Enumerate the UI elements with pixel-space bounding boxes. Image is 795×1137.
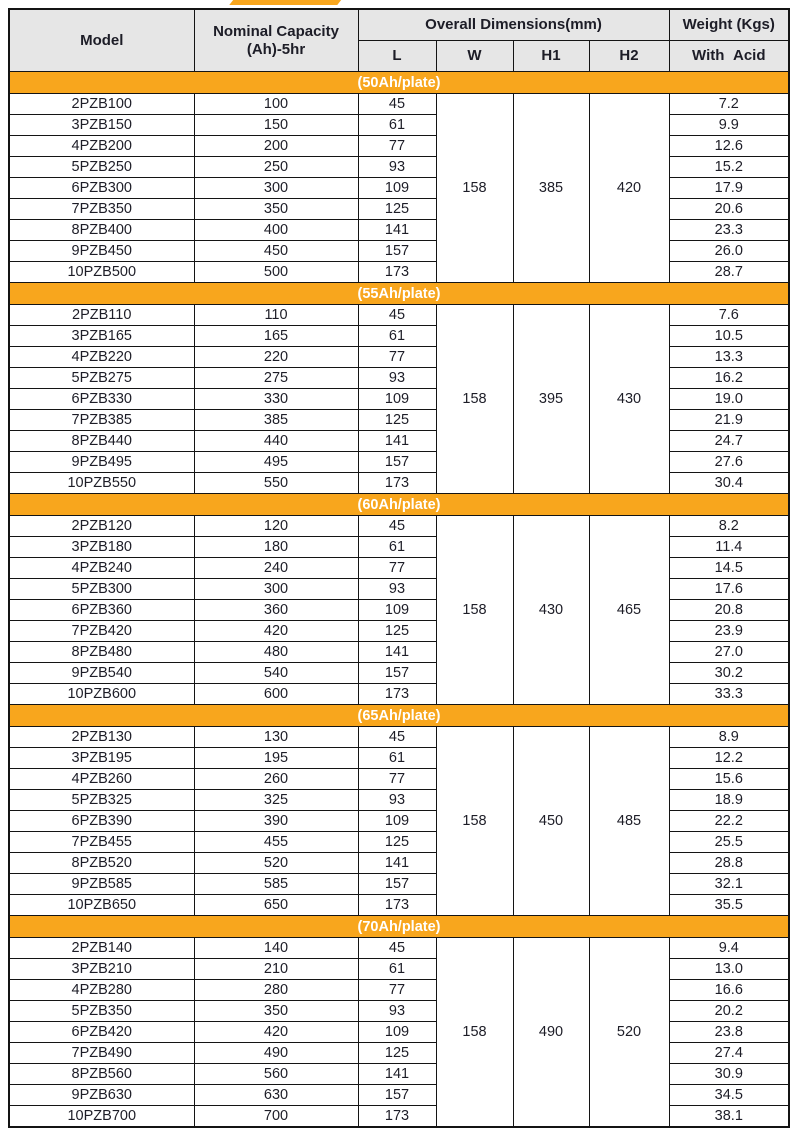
model-cell: 6PZB300	[9, 178, 194, 199]
table-row	[9, 368, 789, 389]
model-cell: 6PZB420	[9, 1022, 194, 1043]
weight-cell: 7.6	[669, 305, 789, 326]
capacity-cell: 480	[194, 642, 358, 663]
model-cell: 5PZB325	[9, 790, 194, 811]
decorative-ribbon	[229, 0, 342, 5]
length-cell: 77	[358, 980, 436, 1001]
model-cell: 2PZB140	[9, 938, 194, 959]
table-row	[9, 1022, 789, 1043]
model-cell: 5PZB300	[9, 579, 194, 600]
width-cell: 158	[436, 94, 513, 283]
length-cell: 173	[358, 473, 436, 494]
length-cell: 125	[358, 1043, 436, 1064]
model-cell: 6PZB390	[9, 811, 194, 832]
length-cell: 109	[358, 389, 436, 410]
header-row-1	[9, 9, 789, 41]
capacity-cell: 330	[194, 389, 358, 410]
model-cell: 8PZB560	[9, 1064, 194, 1085]
height1-cell: 385	[513, 94, 589, 283]
length-cell: 125	[358, 621, 436, 642]
capacity-cell: 120	[194, 516, 358, 537]
length-cell: 93	[358, 1001, 436, 1022]
weight-cell: 8.9	[669, 727, 789, 748]
length-cell: 173	[358, 262, 436, 283]
column-header-w: W	[436, 41, 513, 72]
model-cell: 7PZB385	[9, 410, 194, 431]
capacity-cell: 520	[194, 853, 358, 874]
table-row	[9, 642, 789, 663]
length-cell: 45	[358, 516, 436, 537]
table-row	[9, 1064, 789, 1085]
capacity-cell: 350	[194, 1001, 358, 1022]
table-row	[9, 241, 789, 262]
section-title: (50Ah/plate)	[9, 72, 789, 94]
weight-cell: 30.9	[669, 1064, 789, 1085]
capacity-cell: 150	[194, 115, 358, 136]
weight-cell: 15.6	[669, 769, 789, 790]
weight-cell: 9.4	[669, 938, 789, 959]
model-cell: 7PZB490	[9, 1043, 194, 1064]
weight-cell: 27.0	[669, 642, 789, 663]
capacity-cell: 130	[194, 727, 358, 748]
table-row	[9, 663, 789, 684]
table-body	[9, 72, 789, 1128]
length-cell: 141	[358, 431, 436, 452]
weight-cell: 27.6	[669, 452, 789, 473]
weight-cell: 12.2	[669, 748, 789, 769]
model-cell: 5PZB350	[9, 1001, 194, 1022]
capacity-cell: 220	[194, 347, 358, 368]
model-cell: 8PZB400	[9, 220, 194, 241]
model-cell: 7PZB350	[9, 199, 194, 220]
table-row	[9, 558, 789, 579]
width-cell: 158	[436, 727, 513, 916]
height1-cell: 430	[513, 516, 589, 705]
weight-cell: 10.5	[669, 326, 789, 347]
height2-cell: 485	[589, 727, 669, 916]
weight-cell: 20.8	[669, 600, 789, 621]
model-cell: 3PZB210	[9, 959, 194, 980]
weight-cell: 7.2	[669, 94, 789, 115]
capacity-cell: 700	[194, 1106, 358, 1128]
model-cell: 4PZB240	[9, 558, 194, 579]
model-cell: 8PZB480	[9, 642, 194, 663]
column-header-dimensions: Overall Dimensions(mm)	[358, 9, 669, 41]
column-header-capacity	[194, 9, 358, 72]
weight-cell: 35.5	[669, 895, 789, 916]
length-cell: 61	[358, 326, 436, 347]
capacity-cell: 260	[194, 769, 358, 790]
width-cell: 158	[436, 938, 513, 1128]
table-row	[9, 769, 789, 790]
table-row	[9, 452, 789, 473]
table-row	[9, 410, 789, 431]
table-row	[9, 959, 789, 980]
table-row	[9, 811, 789, 832]
length-cell: 93	[358, 790, 436, 811]
height2-cell: 420	[589, 94, 669, 283]
weight-cell: 9.9	[669, 115, 789, 136]
capacity-cell: 600	[194, 684, 358, 705]
model-cell: 10PZB500	[9, 262, 194, 283]
length-cell: 45	[358, 938, 436, 959]
table-row	[9, 199, 789, 220]
model-cell: 5PZB250	[9, 157, 194, 178]
capacity-cell: 325	[194, 790, 358, 811]
length-cell: 141	[358, 220, 436, 241]
capacity-cell: 240	[194, 558, 358, 579]
length-cell: 61	[358, 748, 436, 769]
capacity-label-line2: (Ah)-5hr	[246, 40, 306, 58]
capacity-cell: 250	[194, 157, 358, 178]
length-cell: 93	[358, 579, 436, 600]
model-cell: 10PZB600	[9, 684, 194, 705]
capacity-cell: 490	[194, 1043, 358, 1064]
table-row	[9, 1001, 789, 1022]
length-cell: 109	[358, 178, 436, 199]
capacity-cell: 300	[194, 579, 358, 600]
capacity-cell: 440	[194, 431, 358, 452]
length-cell: 125	[358, 410, 436, 431]
table-row	[9, 1106, 789, 1128]
length-cell: 77	[358, 558, 436, 579]
capacity-cell: 455	[194, 832, 358, 853]
model-cell: 4PZB280	[9, 980, 194, 1001]
model-cell: 2PZB120	[9, 516, 194, 537]
length-cell: 45	[358, 305, 436, 326]
length-cell: 109	[358, 811, 436, 832]
table-row	[9, 832, 789, 853]
capacity-cell: 140	[194, 938, 358, 959]
model-cell: 8PZB440	[9, 431, 194, 452]
length-cell: 125	[358, 832, 436, 853]
table-header	[9, 9, 789, 72]
weight-cell: 13.0	[669, 959, 789, 980]
weight-cell: 26.0	[669, 241, 789, 262]
weight-cell: 21.9	[669, 410, 789, 431]
width-cell: 158	[436, 516, 513, 705]
length-cell: 157	[358, 241, 436, 262]
length-cell: 173	[358, 1106, 436, 1128]
model-cell: 4PZB200	[9, 136, 194, 157]
length-cell: 157	[358, 874, 436, 895]
model-cell: 8PZB520	[9, 853, 194, 874]
height1-cell: 490	[513, 938, 589, 1128]
battery-spec-table	[8, 8, 790, 1128]
height1-cell: 450	[513, 727, 589, 916]
length-cell: 157	[358, 452, 436, 473]
weight-cell: 23.8	[669, 1022, 789, 1043]
table-row	[9, 94, 789, 115]
weight-cell: 12.6	[669, 136, 789, 157]
weight-cell: 15.2	[669, 157, 789, 178]
table-row	[9, 579, 789, 600]
weight-cell: 20.6	[669, 199, 789, 220]
length-cell: 61	[358, 115, 436, 136]
weight-cell: 17.6	[669, 579, 789, 600]
model-cell: 4PZB220	[9, 347, 194, 368]
table-row	[9, 853, 789, 874]
weight-cell: 28.7	[669, 262, 789, 283]
model-cell: 3PZB195	[9, 748, 194, 769]
model-cell: 3PZB180	[9, 537, 194, 558]
weight-cell: 33.3	[669, 684, 789, 705]
model-cell: 3PZB150	[9, 115, 194, 136]
weight-cell: 14.5	[669, 558, 789, 579]
table-row	[9, 516, 789, 537]
table-row	[9, 621, 789, 642]
section-band	[9, 72, 789, 94]
weight-cell: 30.4	[669, 473, 789, 494]
capacity-cell: 165	[194, 326, 358, 347]
length-cell: 45	[358, 727, 436, 748]
model-cell: 9PZB630	[9, 1085, 194, 1106]
capacity-cell: 500	[194, 262, 358, 283]
model-cell: 3PZB165	[9, 326, 194, 347]
table-row	[9, 389, 789, 410]
model-cell: 9PZB450	[9, 241, 194, 262]
column-header-h1: H1	[513, 41, 589, 72]
length-cell: 93	[358, 368, 436, 389]
capacity-cell: 180	[194, 537, 358, 558]
table-row	[9, 684, 789, 705]
weight-cell: 16.6	[669, 980, 789, 1001]
weight-cell: 11.4	[669, 537, 789, 558]
length-cell: 61	[358, 959, 436, 980]
model-cell: 6PZB330	[9, 389, 194, 410]
section-band	[9, 916, 789, 938]
model-cell: 9PZB495	[9, 452, 194, 473]
capacity-cell: 385	[194, 410, 358, 431]
length-cell: 173	[358, 684, 436, 705]
weight-cell: 16.2	[669, 368, 789, 389]
length-cell: 173	[358, 895, 436, 916]
model-cell: 6PZB360	[9, 600, 194, 621]
model-cell: 7PZB455	[9, 832, 194, 853]
table-row	[9, 727, 789, 748]
table-row	[9, 305, 789, 326]
length-cell: 77	[358, 347, 436, 368]
length-cell: 125	[358, 199, 436, 220]
weight-cell: 25.5	[669, 832, 789, 853]
length-cell: 45	[358, 94, 436, 115]
weight-cell: 22.2	[669, 811, 789, 832]
length-cell: 77	[358, 769, 436, 790]
length-cell: 61	[358, 537, 436, 558]
weight-cell: 8.2	[669, 516, 789, 537]
length-cell: 157	[358, 663, 436, 684]
capacity-cell: 585	[194, 874, 358, 895]
table-row	[9, 178, 789, 199]
table-row	[9, 600, 789, 621]
table-row	[9, 874, 789, 895]
section-title: (60Ah/plate)	[9, 494, 789, 516]
table-row	[9, 262, 789, 283]
column-header-l: L	[358, 41, 436, 72]
table-row	[9, 748, 789, 769]
model-cell: 7PZB420	[9, 621, 194, 642]
capacity-cell: 360	[194, 600, 358, 621]
weight-cell: 18.9	[669, 790, 789, 811]
table-row	[9, 473, 789, 494]
section-band	[9, 705, 789, 727]
weight-cell: 38.1	[669, 1106, 789, 1128]
table-row	[9, 220, 789, 241]
capacity-cell: 100	[194, 94, 358, 115]
length-cell: 109	[358, 1022, 436, 1043]
length-cell: 157	[358, 1085, 436, 1106]
capacity-cell: 540	[194, 663, 358, 684]
length-cell: 141	[358, 853, 436, 874]
weight-cell: 30.2	[669, 663, 789, 684]
table-row	[9, 136, 789, 157]
capacity-cell: 390	[194, 811, 358, 832]
length-cell: 109	[358, 600, 436, 621]
capacity-cell: 450	[194, 241, 358, 262]
weight-cell: 17.9	[669, 178, 789, 199]
weight-cell: 28.8	[669, 853, 789, 874]
capacity-cell: 350	[194, 199, 358, 220]
table-row	[9, 895, 789, 916]
weight-cell: 23.9	[669, 621, 789, 642]
model-cell: 9PZB585	[9, 874, 194, 895]
capacity-cell: 300	[194, 178, 358, 199]
capacity-cell: 280	[194, 980, 358, 1001]
table-row	[9, 347, 789, 368]
capacity-cell: 495	[194, 452, 358, 473]
weight-cell: 32.1	[669, 874, 789, 895]
width-cell: 158	[436, 305, 513, 494]
table-row	[9, 326, 789, 347]
column-header-weight: Weight (Kgs)	[669, 9, 789, 41]
model-cell: 9PZB540	[9, 663, 194, 684]
capacity-cell: 275	[194, 368, 358, 389]
capacity-cell: 630	[194, 1085, 358, 1106]
height2-cell: 430	[589, 305, 669, 494]
capacity-label-line1: Nominal Capacity	[213, 23, 339, 41]
section-title: (55Ah/plate)	[9, 283, 789, 305]
height2-cell: 520	[589, 938, 669, 1128]
capacity-cell: 420	[194, 621, 358, 642]
capacity-cell: 550	[194, 473, 358, 494]
section-band	[9, 494, 789, 516]
capacity-cell: 400	[194, 220, 358, 241]
model-cell: 10PZB550	[9, 473, 194, 494]
table-row	[9, 1085, 789, 1106]
length-cell: 93	[358, 157, 436, 178]
capacity-cell: 200	[194, 136, 358, 157]
model-cell: 4PZB260	[9, 769, 194, 790]
length-cell: 141	[358, 642, 436, 663]
table-row	[9, 938, 789, 959]
weight-cell: 34.5	[669, 1085, 789, 1106]
table-row	[9, 790, 789, 811]
capacity-cell: 650	[194, 895, 358, 916]
model-cell: 10PZB650	[9, 895, 194, 916]
height1-cell: 395	[513, 305, 589, 494]
weight-cell: 23.3	[669, 220, 789, 241]
length-cell: 77	[358, 136, 436, 157]
capacity-cell: 210	[194, 959, 358, 980]
section-band	[9, 283, 789, 305]
capacity-cell: 195	[194, 748, 358, 769]
capacity-cell: 420	[194, 1022, 358, 1043]
model-cell: 2PZB110	[9, 305, 194, 326]
section-title: (65Ah/plate)	[9, 705, 789, 727]
table-row	[9, 157, 789, 178]
height2-cell: 465	[589, 516, 669, 705]
capacity-cell: 560	[194, 1064, 358, 1085]
weight-cell: 27.4	[669, 1043, 789, 1064]
column-header-model: Model	[9, 9, 194, 72]
section-title: (70Ah/plate)	[9, 916, 789, 938]
column-header-h2: H2	[589, 41, 669, 72]
table-row	[9, 537, 789, 558]
weight-cell: 19.0	[669, 389, 789, 410]
table-row	[9, 431, 789, 452]
model-cell: 10PZB700	[9, 1106, 194, 1128]
weight-cell: 24.7	[669, 431, 789, 452]
model-cell: 2PZB130	[9, 727, 194, 748]
weight-cell: 13.3	[669, 347, 789, 368]
model-cell: 5PZB275	[9, 368, 194, 389]
table-row	[9, 115, 789, 136]
table-row	[9, 1043, 789, 1064]
capacity-cell: 110	[194, 305, 358, 326]
table-row	[9, 980, 789, 1001]
column-header-with-acid: With Acid	[669, 41, 789, 72]
model-cell: 2PZB100	[9, 94, 194, 115]
length-cell: 141	[358, 1064, 436, 1085]
weight-cell: 20.2	[669, 1001, 789, 1022]
